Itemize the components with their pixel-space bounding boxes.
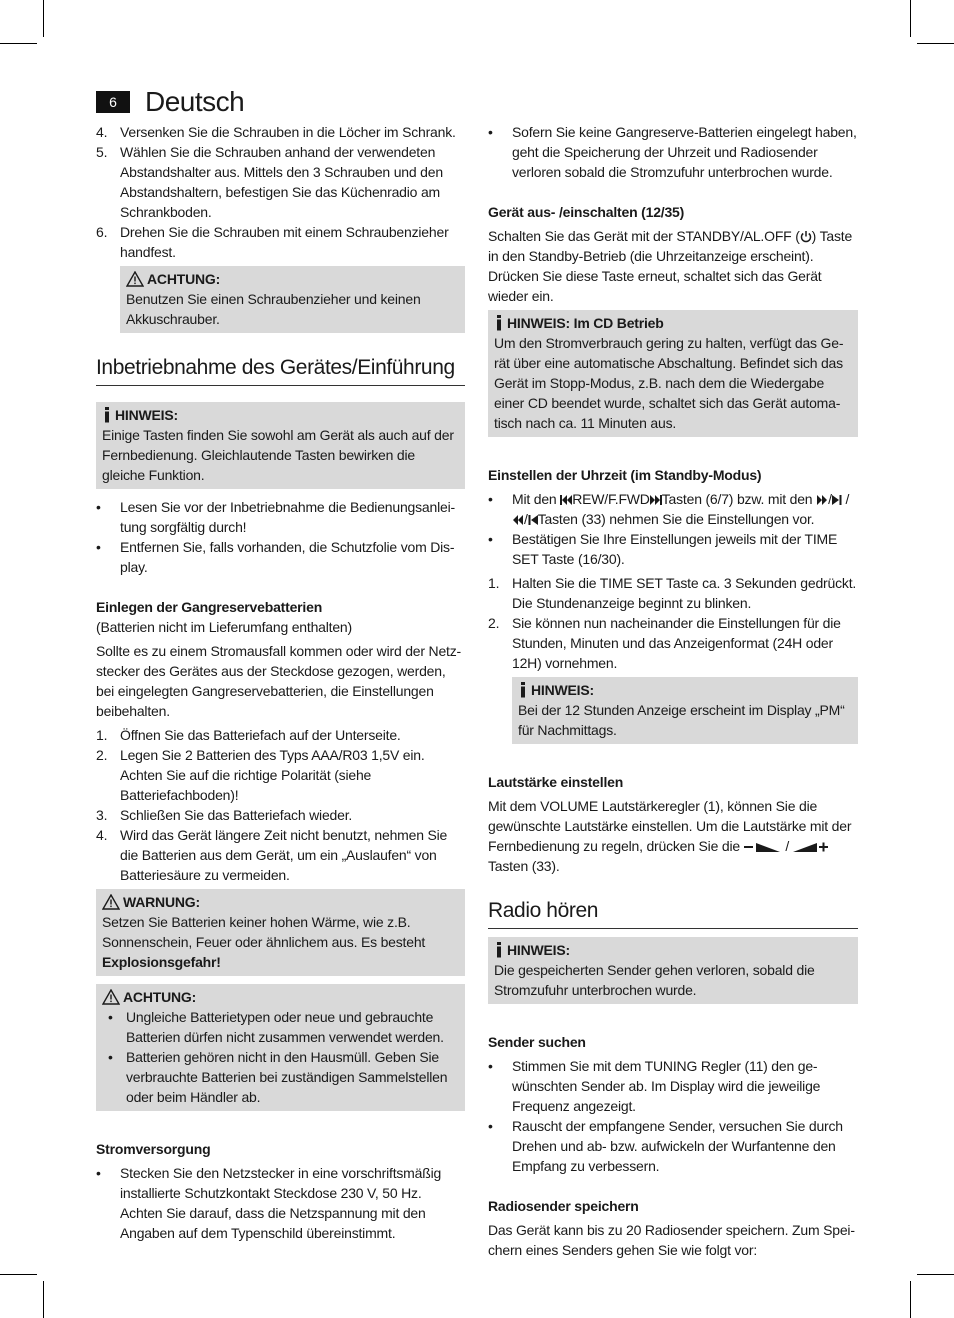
left-column	[96, 122, 465, 1243]
achtung-box	[120, 266, 465, 333]
previous-track-icon	[528, 514, 538, 526]
paragraph: Das Gerät kann bis zu 20 Radiosender speichern. Zum Speichern eines Senders gehen Sie wie folgt vor:	[488, 1222, 856, 1258]
right-column	[488, 122, 858, 1260]
volume-up-icon	[793, 841, 829, 853]
list-item: 6. Drehen Sie die Schrauben mit einem Schraubenzieher handfest.	[96, 224, 449, 260]
subheading: Gerät aus- /einschalten (12/35)	[488, 204, 685, 220]
fast-forward-icon	[816, 494, 828, 506]
box-text: Benutzen Sie einen Schraubenzieher und keinen Akkuschrauber.	[126, 291, 421, 327]
crop-mark	[910, 1281, 911, 1318]
list-item: • Rauscht der empfangene Sender, versuchen Sie durch Drehen und ab- bzw. aufwickeln der Wurfantenne den Empfang zu verbessern.	[488, 1118, 843, 1174]
hinweis-box	[512, 677, 858, 744]
hinweis-box	[96, 402, 465, 489]
subheading: Stromversorgung	[96, 1141, 211, 1157]
list-item: 1. Halten Sie die TIME SET Taste ca. 3 Sekunden gedrückt. Die Stundenanzeige beginnt zu blinken.	[488, 575, 857, 611]
info-icon	[102, 407, 112, 423]
list-item: • Bestätigen Sie Ihre Einstellungen jeweils mit der TIME SET Taste (16/30).	[488, 531, 838, 567]
page-number: 6	[96, 91, 130, 113]
next-track-icon	[832, 494, 842, 506]
crop-mark	[0, 43, 37, 44]
crop-mark	[917, 1274, 954, 1275]
list-item: 5. Wählen Sie die Schrauben anhand der verwendeten Abstandshalter aus. Mittels den 3 Schrauben und den Abstandshaltern, befestigen Sie das Küchenradio am Schrankboden.	[96, 144, 443, 220]
warning-triangle-icon	[126, 271, 144, 287]
paragraph: (Batterien nicht im Lieferumfang enthalten)	[96, 619, 352, 635]
search-bullets	[488, 1056, 858, 1176]
list-item: • Batterien gehören nicht in den Hausmüll. Geben Sie verbrauchte Batterien bei zuständigen Sammelstellen oder beim Händler ab.	[108, 1049, 448, 1105]
hinweis-box	[488, 310, 858, 437]
paragraph: Schalten Sie das Gerät mit der STANDBY/AL.OFF ( ) Taste in den Standby-Betrieb (die Uhrzeitanzeige erscheint). Drücken Sie diese Taste erneut, schaltet sich das Gerät wieder ein.	[488, 228, 853, 304]
crop-mark	[43, 0, 44, 37]
list-item: • Stimmen Sie mit dem TUNING Regler (11) den gewünschten Sender ab. Im Display wird die jeweilige Frequenz angezeigt.	[488, 1058, 821, 1114]
box-title: ACHTUNG:	[147, 271, 221, 287]
list-item: • Mit den REW/F.FWD Tasten (6/7) bzw. mit den / // Tasten (33) nehmen Sie die Einstellungen vor.	[488, 491, 850, 527]
crop-mark	[917, 43, 954, 44]
section-title: Radio hören	[488, 896, 858, 929]
info-icon	[494, 315, 504, 331]
achtung-box	[96, 984, 465, 1111]
box-title: HINWEIS:	[531, 682, 594, 698]
paragraph: Mit dem VOLUME Lautstärkeregler (1), können Sie die gewünschte Lautstärke einstellen. Um die Lautstärke mit der Fernbedienung zu regeln, drücken Sie die / Tasten (33).	[488, 798, 852, 874]
subheading: Radiosender speichern	[488, 1198, 639, 1214]
list-item: • Stecken Sie den Netzstecker in eine vorschriftsmäßig installierte Schutzkontakt Steckdose 230 V, 50 Hz. Achten Sie darauf, dass die Netzspannung mit den Angaben auf dem Typenschild übereinstimmt.	[96, 1165, 442, 1241]
power-icon	[800, 230, 812, 243]
list-item: 2. Legen Sie 2 Batterien des Typs AAA/R03 1,5V ein. Achten Sie auf die richtige Polarität (siehe Batteriefachboden)!	[96, 747, 425, 803]
intro-bullets	[96, 497, 465, 577]
rewind-skip-icon	[560, 494, 572, 506]
list-item: 4. Wird das Gerät längere Zeit nicht benutzt, nehmen Sie die Batterien aus dem Gerät, um ein „Auslaufen“ von Batteriesäure zu vermeiden.	[96, 827, 448, 883]
subheading: Sender suchen	[488, 1034, 586, 1050]
box-text: Einige Tasten finden Sie sowohl am Gerät als auch auf der Fernbedienung. Gleichlautende Tasten bewirken die gleiche Funktion.	[102, 427, 454, 483]
list-item: 2. Sie können nun nacheinander die Einstellungen für die Stunden, Minuten und das Anzeigenformat (24H oder 12H) vornehmen.	[488, 615, 841, 671]
list-item: • Ungleiche Batterietypen oder neue und gebrauchte Batterien dürfen nicht zusammen verwendet werden.	[108, 1009, 444, 1045]
warning-triangle-icon	[102, 989, 120, 1005]
box-title: WARNUNG:	[123, 894, 200, 910]
subheading: Einstellen der Uhrzeit (im Standby-Modus)	[488, 467, 762, 483]
box-title: HINWEIS: Im CD Betrieb	[507, 315, 664, 331]
crop-mark	[43, 1281, 44, 1318]
battery-steps	[96, 725, 465, 885]
list-item: 3. Schließen Sie das Batteriefach wieder.	[96, 807, 353, 823]
volume-down-icon	[744, 841, 782, 853]
box-text: Setzen Sie Batterien keiner hohen Wärme, wie z.B. Sonnenschein, Feuer oder ähnlichem aus. Es besteht Explosionsgefahr!	[102, 914, 426, 970]
warning-triangle-icon	[102, 894, 120, 910]
clock-bullets	[488, 489, 858, 569]
power-bullets	[96, 1163, 465, 1243]
box-title: HINWEIS:	[115, 407, 178, 423]
box-text: Um den Stromverbrauch gering zu halten, verfügt das Gerät über eine automatische Abschaltung. Befindet sich das Gerät im Stopp-Modus, z.B. nach dem die Wiedergabe einer CD beendet wurde, schaltet sich das Gerät automatisch nach ca. 11 Minuten aus.	[494, 335, 844, 431]
section-title: Inbetriebnahme des Gerätes/Einführung	[96, 353, 465, 386]
box-text: Die gespeicherten Sender gehen verloren, sobald die Stromzufuhr unterbrochen wurde.	[494, 962, 815, 998]
hinweis-box	[488, 937, 858, 1004]
box-title: ACHTUNG:	[123, 989, 197, 1005]
list-item: • Sofern Sie keine Gangreserve-Batterien eingelegt haben, geht die Speicherung der Uhrzeit und Radiosender verloren sobald die Stromzufuhr unterbrochen wurde.	[488, 124, 857, 180]
paragraph: Sollte es zu einem Stromausfall kommen oder wird der Netzstecker des Gerätes aus der Steckdose gezogen, werden, bei eingelegten Gangreservebatterien, die Einstellungen beibehalten.	[96, 643, 462, 719]
list-item: 4. Versenken Sie die Schrauben in die Löcher im Schrank.	[96, 124, 456, 140]
box-text: Bei der 12 Stunden Anzeige erscheint im Display „PM“ für Nachmittags.	[518, 702, 845, 738]
list-item: • Entfernen Sie, falls vorhanden, die Schutzfolie vom Display.	[96, 539, 455, 575]
crop-mark	[0, 1274, 37, 1275]
warnung-box	[96, 889, 465, 976]
mounting-steps	[96, 122, 465, 262]
battery-info-bullet	[488, 122, 858, 182]
crop-mark	[910, 0, 911, 37]
info-icon	[518, 682, 528, 698]
forward-skip-icon	[650, 494, 662, 506]
clock-steps	[488, 573, 858, 673]
fast-rewind-icon	[512, 514, 524, 526]
info-icon	[494, 942, 504, 958]
achtung-list	[102, 1007, 457, 1107]
subheading: Einlegen der Gangreservebatterien	[96, 599, 323, 615]
page-title: Deutsch	[145, 86, 245, 117]
subheading: Lautstärke einstellen	[488, 774, 624, 790]
list-item: • Lesen Sie vor der Inbetriebnahme die Bedienungsanleitung sorgfältig durch!	[96, 499, 456, 535]
list-item: 1. Öffnen Sie das Batteriefach auf der Unterseite.	[96, 727, 401, 743]
box-title: HINWEIS:	[507, 942, 570, 958]
